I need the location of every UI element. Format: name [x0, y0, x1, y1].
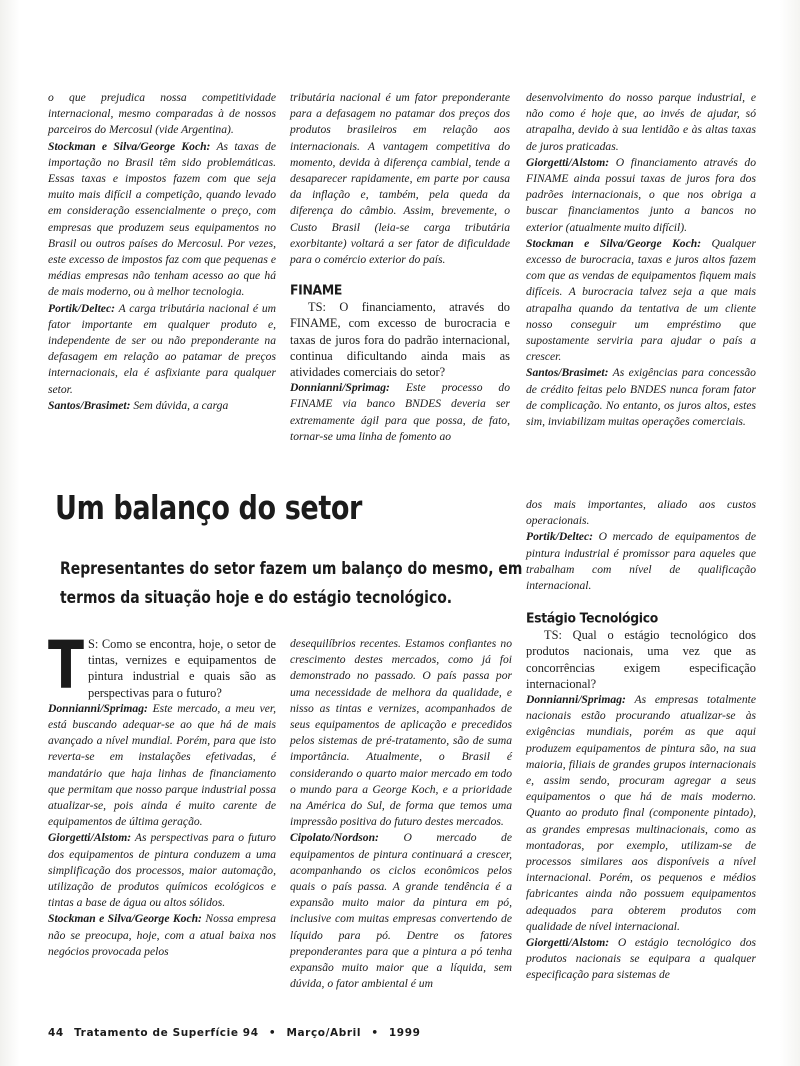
- speaker-paragraph: [48, 701, 276, 831]
- speaker-paragraph: [526, 692, 756, 935]
- article-subtitle: Representantes do setor fazem um balanço do mesmo, em termos da situação hoje e do estágio tecnológico.: [60, 559, 523, 608]
- paragraph-text: Nossa empresa não se preocupa, hoje, com a atual baixa nos negócios provocada pelos: [48, 912, 276, 958]
- continued-paragraph: [290, 90, 510, 268]
- article-title: Um balanço do setor: [55, 488, 363, 527]
- paragraph-text: O mercado de equipamentos de pintura continuará a crescer, acompanhando os ciclos econômicos pelos quais o país passa. A grande tendência é a expansão muito maior da pintura em pó, inclusive com muitas empresas convertendo de líquido para pó. Dentre os fatores preponderantes para que a pintura a pó tenha expansão muito maior que a líquida, sem dúvida, o fator ambiental é um: [290, 831, 512, 991]
- speaker-name: Donnianni/Sprimag:: [290, 381, 390, 395]
- article-column-2: [290, 636, 512, 992]
- paragraph-text: O estágio tecnológico dos produtos nacionais se equipara a qualquer especificação para sistemas de: [526, 936, 756, 982]
- drop-cap: T: [48, 627, 85, 704]
- estagio-question: TS: Qual o estágio tecnológico dos produtos nacionais, uma vez que as concorrências exigem especificação internacional?: [526, 628, 756, 691]
- finame-question: TS: O financiamento, através do FINAME, com excesso de burocracia e taxas de juros fora do padrão internacional, continua dificultando ainda mais as atividades comerciais do setor?: [290, 300, 510, 380]
- paragraph-text: Este processo do FINAME via banco BNDES deveria ser extremamente ágil para que possa, de fato, tornar-se uma linha de fomento ao: [290, 381, 511, 443]
- continued-paragraph: [526, 497, 756, 529]
- paragraph-text: desequilíbrios recentes. Estamos confiantes no crescimento destes mercados, como já foi demonstrado no passado. O país passa por uma necessidade de melhora da qualidade, e nisso as tintas e vernizes, acompanhados de seus equipamentos de aplicação e precedidos pelos sistemas de pré-tratamento, são de suma importância. Atualmente, o Brasil é considerando o quarto maior mercado em todo o mundo para a George Koch, e a prioridade na América do Sul, de forma que temos uma impressão positiva do futuro destes mercados.: [290, 637, 512, 829]
- speaker-name: Santos/Brasimet:: [526, 366, 609, 380]
- speaker-paragraph: [48, 301, 276, 398]
- speaker-paragraph: [48, 911, 276, 960]
- paragraph-text: O financiamento através do FINAME ainda possui taxas de juros fora dos padrões internacionais, o que nos obriga a buscar financiamentos junto a bancos no exterior (atualmente muito difícil).: [526, 155, 756, 234]
- speaker-name: Santos/Brasimet:: [48, 398, 131, 412]
- top-column-3: [526, 90, 756, 430]
- intro-question: S: Como se encontra, hoje, o setor de tintas, vernizes e equipamentos de pintura industrial e quais são as perspectivas para o futuro?: [88, 637, 276, 700]
- article-column-1: [48, 627, 276, 960]
- speaker-paragraph: [526, 236, 756, 366]
- speaker-name: Stockman e Silva/George Koch:: [526, 236, 702, 250]
- estagio-subheading: Estágio Tecnológico: [526, 609, 658, 626]
- paragraph-text: Este mercado, a meu ver, está buscando adequar-se ao que há de mais avançado a nível mundial. Porém, para que isto reverta-se em instalações efetivadas, é mandatário que haja linhas de financiamento que permitam que nosso parque industrial possa atualizar-se, pois ainda é muito carente de equipamentos de última geração.: [48, 701, 276, 829]
- issue-date: Março/Abril: [286, 1027, 362, 1039]
- page-footer: [48, 1027, 427, 1039]
- speaker-paragraph: [526, 365, 756, 430]
- speaker-name: Donnianni/Sprimag:: [526, 693, 626, 707]
- page-number: 44: [48, 1027, 64, 1039]
- speaker-paragraph: [290, 380, 510, 445]
- top-column-1: [48, 90, 276, 414]
- speaker-paragraph: [48, 398, 276, 414]
- previous-article-continuation: [48, 90, 756, 466]
- speaker-name: Stockman e Silva/George Koch:: [48, 139, 211, 153]
- speaker-name: Giorgetti/Alstom:: [526, 936, 610, 950]
- magazine-name: Tratamento de Superfície 94: [74, 1027, 259, 1039]
- speaker-paragraph: [526, 935, 756, 984]
- speaker-name: Giorgetti/Alstom:: [48, 831, 132, 845]
- footer-separator: •: [371, 1027, 379, 1039]
- paragraph-text: As perspectivas para o futuro dos equipamentos de pintura conduzem a uma simplificação dos processos, maior automação, utilização de produtos químicos ecológicos e tintas a base de água ou altos sólidos.: [48, 831, 276, 910]
- speaker-name: Cipolato/Nordson:: [290, 831, 379, 845]
- speaker-name: Giorgetti/Alstom:: [526, 155, 610, 169]
- speaker-name: Stockman e Silva/George Koch:: [48, 912, 202, 926]
- paragraph-text: O mercado de equipamentos de pintura industrial é promissor para aqueles que trabalham com nível de qualificação internacional.: [526, 530, 757, 593]
- speaker-paragraph: [48, 830, 276, 911]
- speaker-name: Portik/Deltec:: [526, 530, 593, 544]
- paragraph-text: o que prejudica nossa competitividade internacional, mesmo comparadas à de nossos parceiros do Mercosul (vide Argentina).: [48, 91, 276, 137]
- speaker-paragraph: [48, 139, 276, 301]
- speaker-paragraph: [290, 830, 512, 992]
- top-column-2: [290, 90, 510, 445]
- footer-separator: •: [268, 1027, 277, 1039]
- paragraph-text: tributária nacional é um fator preponderante para a defasagem no patamar dos preços dos produtos brasileiros em relação aos internacionais. A vantagem competitiva do momento, devida à diferença cambial, tende a desaparecer rapidamente, em parte por causa da inflação e, também, pela queda da diferença do câmbio. Assim, brevemente, o Custo Brasil (leia-se carga tributária exorbitante) voltará a ser fator de dificuldade para o comércio exterior do país.: [290, 91, 510, 267]
- speaker-name: Portik/Deltec:: [48, 301, 115, 315]
- paragraph-text: As empresas totalmente nacionais estão procurando atualizar-se às exigências mundiais, porém as que aqui produzem equipamentos de pintura são, na sua maioria, filiais de grandes grupos internacionais e, assim sendo, procuram agregar a seus equipamentos o que há de mais moderno. Quanto ao produto final (componente pintado), as grandes empresas multinacionais, como as montadoras, por exemplo, utilizam-se de processos similares aos disponíveis a nível internacional. Porém, os pequenos e médios fabricantes ainda não possuem equipamentos adequados para obterem produtos com qualidade de nível internacional.: [526, 693, 756, 933]
- paragraph-text: A carga tributária nacional é um fator importante em qualquer produto e, independente de ser ou não preponderante na defasagem em relação ao patamar de preços internacionais, ela é asfixiante para qualquer setor.: [48, 301, 276, 396]
- continued-paragraph: [526, 90, 756, 155]
- speaker-paragraph: [526, 155, 756, 236]
- paragraph-text: Qualquer excesso de burocracia, taxas e juros altos fazem com que as vendas de equipamentos fiquem mais difíceis. A burocracia talvez seja a que mais atrapalha quando da tentativa de um cliente nosso conseguir um empréstimo que supostamente serviria para ajudar o país a crescer.: [526, 236, 756, 364]
- speaker-name: Donnianni/Sprimag:: [48, 701, 148, 715]
- continued-paragraph: [290, 636, 512, 830]
- paragraph-text: Sem dúvida, a carga: [133, 398, 229, 412]
- paragraph-text: As exigências para concessão de crédito feitas pelo BNDES nunca foram fator de complicação. No entanto, os juros altos, estes sim, inviabilizam muitas operações comerciais.: [526, 366, 756, 429]
- continued-paragraph: [48, 90, 276, 139]
- paragraph-text: desenvolvimento do nosso parque industrial, e não como é hoje que, ao invés de ajudar, só atrapalha, devido à sua lentidão e às altas taxas de juros praticadas.: [526, 91, 756, 153]
- article-column-3: [526, 497, 756, 984]
- speaker-paragraph: [526, 529, 756, 594]
- paragraph-text: dos mais importantes, aliado aos custos operacionais.: [526, 498, 756, 528]
- paragraph-text: As taxas de importação no Brasil têm sido problemáticas. Essas taxas e impostos fazem com que seja muito mais difícil a competição, quando levado em consideração essencialmente o preço, com empresas que produzem seus equipamentos no Brasil ou outros países do Mercosul. Por vezes, este excesso de impostos faz com que pequenas e médias empresas não tenham acesso ao que há de mais moderno, ou à melhor tecnologia.: [48, 139, 276, 299]
- issue-year: 1999: [388, 1027, 421, 1039]
- finame-subheading: FINAME: [290, 281, 343, 298]
